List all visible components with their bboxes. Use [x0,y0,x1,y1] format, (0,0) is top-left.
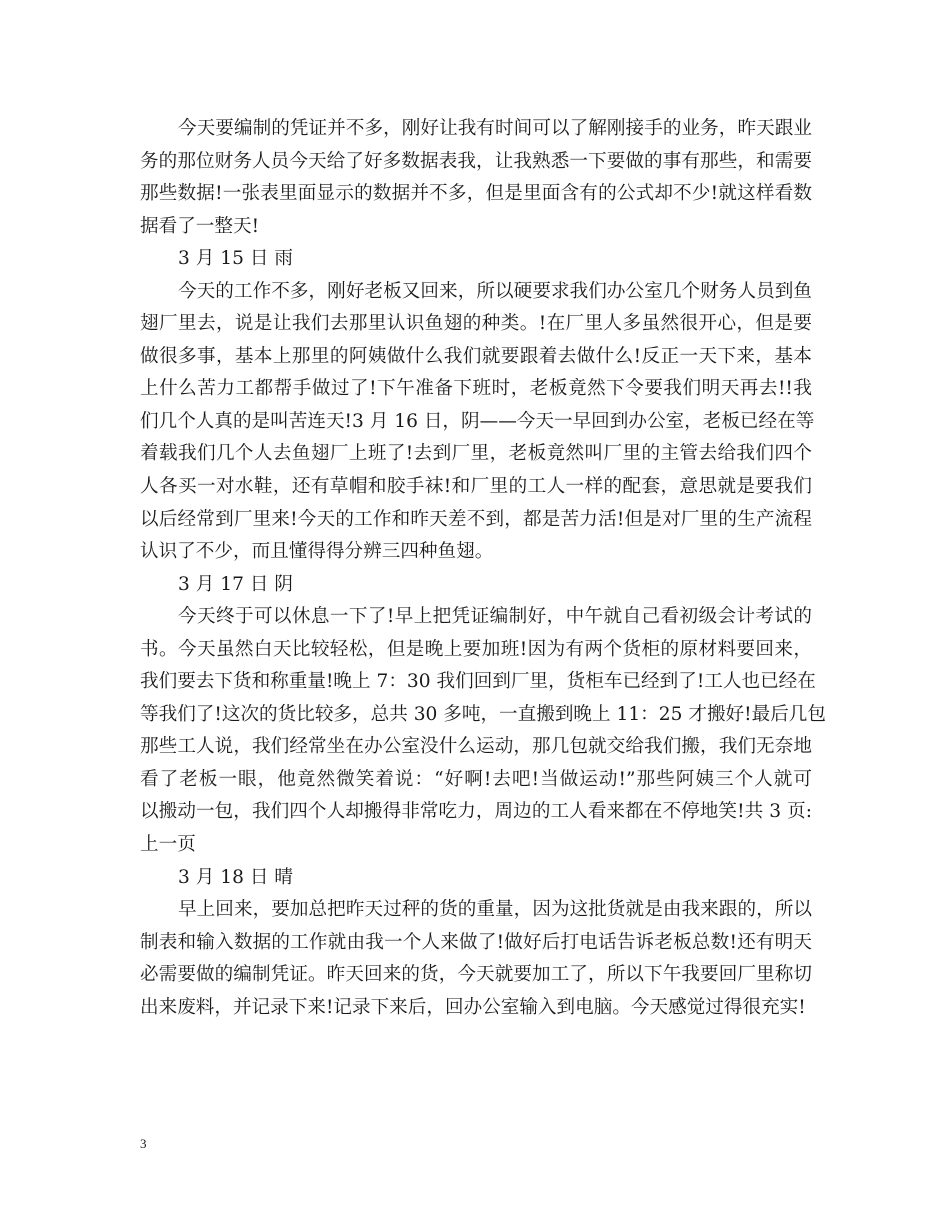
paragraph [140,113,812,243]
text-line: 制表和输入数据的工作就由我一个人来做了!做好后打电话告诉老板总数!还有明天 [140,931,812,953]
paragraph [140,276,815,569]
date-heading: 3 月 15 日 雨 [178,248,293,270]
text-line: 人各买一对水鞋，还有草帽和胶手袜!和厂里的工人一样的配套，意思就是要我们 [140,476,812,498]
text-line: 认识了不少，而且懂得得分辨三四种鱼翅。 [140,541,494,563]
text-line: 我们要去下货和称重量!晚上 7：30 我们回到厂里，货柜车已经到了!工人也已经在 [140,671,816,693]
page-number: 3 [140,1136,147,1151]
text-line: 今天终于可以休息一下了!早上把凭证编制好，中午就自己看初级会计考试的 [178,606,812,628]
text-line: 着载我们几个人去鱼翅厂上班了!去到厂里，老板竟然叫厂里的主管去给我们四个 [140,443,812,465]
text-line: 早上回来，要加总把昨天过秤的货的重量，因为这批货就是由我来跟的，所以 [178,899,812,921]
date-heading: 3 月 17 日 阴 [178,573,293,595]
text-line: 必需要做的编制凭证。昨天回来的货，今天就要加工了，所以下午我要回厂里称切 [140,964,812,986]
text-line: 书。今天虽然白天比较轻松，但是晚上要加班!因为有两个货柜的原材料要回来， [140,638,812,660]
text-line: 那些数据!一张表里面显示的数据并不多，但是里面含有的公式却不少!就这样看数 [140,183,812,205]
text-line: 做很多事，基本上那里的阿姨做什么我们就要跟着去做什么!反正一天下来，基本 [140,345,812,367]
text-line: 等我们了!这次的货比较多，总共 30 多吨，一直搬到晚上 11：25 才搬好!最后几包 [140,703,826,725]
document-body [140,113,826,1024]
paragraph [140,894,812,1024]
paragraph [140,601,826,861]
text-line: 出来废料，并记录下来!记录下来后，回办公室输入到电脑。今天感觉过得很充实! [140,996,806,1018]
text-line: 看了老板一眼，他竟然微笑着说：“好啊!去吧!当做运动!”那些阿姨三个人就可 [140,768,812,790]
text-line: 上一页 [140,834,196,856]
text-line: 据看了一整天! [140,215,260,237]
text-line: 们几个人真的是叫苦连天!3 月 16 日，阴——今天一早回到办公室，老板已经在等 [140,410,815,432]
text-line: 今天的工作不多，刚好老板又回来，所以硬要求我们办公室几个财务人员到鱼 [178,280,812,302]
text-line: 上什么苦力工都帮手做过了!下午准备下班时，老板竟然下令要我们明天再去!!我 [140,378,812,400]
text-line: 以搬动一包，我们四个人却搬得非常吃力，周边的工人看来都在不停地笑!共 3 页: [140,801,812,823]
text-line: 以后经常到厂里来!今天的工作和昨天差不到，都是苦力活!但是对厂里的生产流程 [140,508,812,530]
text-line: 那些工人说，我们经常坐在办公室没什么运动，那几包就交给我们搬，我们无奈地 [140,736,812,758]
text-line: 务的那位财务人员今天给了好多数据表我，让我熟悉一下要做的事有那些，和需要 [140,150,812,172]
text-line: 今天要编制的凭证并不多，刚好让我有时间可以了解刚接手的业务，昨天跟业 [178,118,812,139]
text-line: 翅厂里去，说是让我们去那里认识鱼翅的种类。!在厂里人多虽然很开心，但是要 [140,313,812,335]
date-heading: 3 月 18 日 晴 [178,866,293,888]
